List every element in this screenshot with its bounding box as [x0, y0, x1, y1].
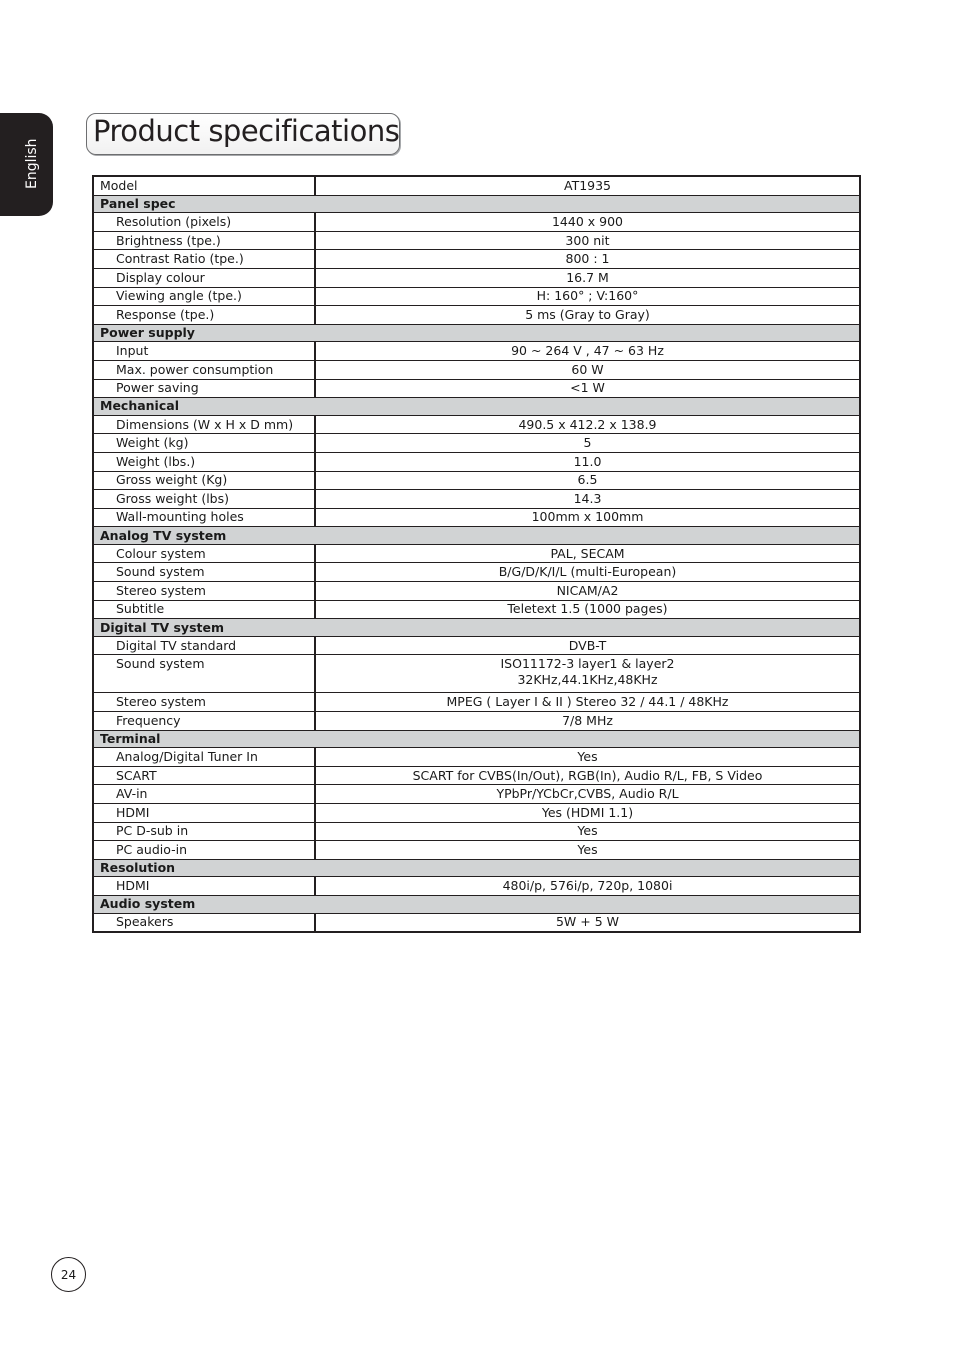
spec-value: PAL, SECAM — [315, 544, 860, 563]
spec-row — [93, 250, 860, 269]
spec-label: Input — [93, 342, 315, 361]
spec-value: DVB-T — [315, 636, 860, 655]
spec-label: HDMI — [93, 804, 315, 823]
spec-label: Gross weight (lbs) — [93, 490, 315, 509]
spec-label: Digital TV standard — [93, 636, 315, 655]
page-title: Product specifications — [93, 114, 400, 148]
spec-value: 6.5 — [315, 471, 860, 490]
section-title: Mechanical — [93, 398, 860, 416]
spec-value: 1440 x 900 — [315, 213, 860, 232]
spec-value: 5W + 5 W — [315, 913, 860, 932]
spec-row — [93, 360, 860, 379]
spec-row — [93, 766, 860, 785]
spec-row — [93, 655, 860, 693]
spec-label: Brightness (tpe.) — [93, 231, 315, 250]
section-title: Audio system — [93, 895, 860, 913]
spec-value: 90 ~ 264 V , 47 ~ 63 Hz — [315, 342, 860, 361]
spec-label: Wall-mounting holes — [93, 508, 315, 527]
spec-value: 490.5 x 412.2 x 138.9 — [315, 415, 860, 434]
spec-row — [93, 306, 860, 325]
spec-label: Stereo system — [93, 582, 315, 601]
spec-value: 7/8 MHz — [315, 712, 860, 731]
spec-value: YPbPr/YCbCr,CVBS, Audio R/L — [315, 785, 860, 804]
spec-value: 14.3 — [315, 490, 860, 509]
section-header-row — [93, 859, 860, 877]
spec-row — [93, 287, 860, 306]
spec-value: 11.0 — [315, 452, 860, 471]
spec-label: Subtitle — [93, 600, 315, 619]
spec-label: Dimensions (W x H x D mm) — [93, 415, 315, 434]
spec-row — [93, 913, 860, 932]
section-header-row — [93, 527, 860, 545]
page-number: 24 — [51, 1257, 86, 1292]
spec-label: Weight (lbs.) — [93, 452, 315, 471]
spec-label: Weight (kg) — [93, 434, 315, 453]
language-tab-label: English — [24, 138, 40, 189]
spec-row — [93, 877, 860, 896]
spec-value-line: ISO11172-3 layer1 & layer2 — [500, 656, 675, 672]
section-header-row — [93, 619, 860, 637]
spec-label: Gross weight (Kg) — [93, 471, 315, 490]
spec-label: Sound system — [93, 563, 315, 582]
spec-row — [93, 379, 860, 398]
spec-value: SCART for CVBS(In/Out), RGB(In), Audio R/L, FB, S Video — [315, 766, 860, 785]
spec-label: SCART — [93, 766, 315, 785]
spec-row — [93, 508, 860, 527]
spec-label: HDMI — [93, 877, 315, 896]
spec-row — [93, 693, 860, 712]
spec-table-body — [93, 176, 860, 932]
spec-value: 480i/p, 576i/p, 720p, 1080i — [315, 877, 860, 896]
spec-label: PC D-sub in — [93, 822, 315, 841]
section-header-row — [93, 398, 860, 416]
model-value: AT1935 — [315, 176, 860, 195]
section-title: Digital TV system — [93, 619, 860, 637]
title-box — [86, 113, 400, 155]
spec-row — [93, 231, 860, 250]
spec-row — [93, 804, 860, 823]
section-title: Resolution — [93, 859, 860, 877]
spec-value: Yes (HDMI 1.1) — [315, 804, 860, 823]
spec-value: 60 W — [315, 360, 860, 379]
section-title: Analog TV system — [93, 527, 860, 545]
spec-label: Stereo system — [93, 693, 315, 712]
spec-row — [93, 748, 860, 767]
section-header-row — [93, 195, 860, 213]
section-title: Power supply — [93, 324, 860, 342]
spec-row — [93, 712, 860, 731]
spec-row — [93, 490, 860, 509]
spec-table — [92, 175, 861, 933]
spec-label: Max. power consumption — [93, 360, 315, 379]
spec-label: Resolution (pixels) — [93, 213, 315, 232]
spec-value: MPEG ( Layer I & II ) Stereo 32 / 44.1 / 48KHz — [315, 693, 860, 712]
spec-row — [93, 822, 860, 841]
section-header-row — [93, 895, 860, 913]
spec-row — [93, 452, 860, 471]
spec-row — [93, 600, 860, 619]
spec-label: Power saving — [93, 379, 315, 398]
spec-label: Sound system — [93, 655, 315, 693]
spec-label: Frequency — [93, 712, 315, 731]
model-label: Model — [93, 176, 315, 195]
spec-value: 5 ms (Gray to Gray) — [315, 306, 860, 325]
section-header-row — [93, 730, 860, 748]
spec-value: 300 nit — [315, 231, 860, 250]
spec-row — [93, 268, 860, 287]
spec-value: NICAM/A2 — [315, 582, 860, 601]
spec-row — [93, 471, 860, 490]
spec-value: 16.7 M — [315, 268, 860, 287]
spec-row — [93, 636, 860, 655]
spec-row — [93, 213, 860, 232]
spec-row — [93, 544, 860, 563]
spec-label: AV-in — [93, 785, 315, 804]
section-title: Terminal — [93, 730, 860, 748]
spec-label: Contrast Ratio (tpe.) — [93, 250, 315, 269]
spec-label: Display colour — [93, 268, 315, 287]
spec-value: <1 W — [315, 379, 860, 398]
spec-label: Analog/Digital Tuner In — [93, 748, 315, 767]
language-tab — [0, 113, 53, 216]
spec-value-line: 32KHz,44.1KHz,48KHz — [517, 672, 658, 688]
spec-row — [93, 434, 860, 453]
section-header-row — [93, 324, 860, 342]
spec-value: Teletext 1.5 (1000 pages) — [315, 600, 860, 619]
spec-row — [93, 415, 860, 434]
spec-label: Response (tpe.) — [93, 306, 315, 325]
spec-value: 100mm x 100mm — [315, 508, 860, 527]
spec-label: Speakers — [93, 913, 315, 932]
section-title: Panel spec — [93, 195, 860, 213]
spec-row — [93, 563, 860, 582]
spec-label: Viewing angle (tpe.) — [93, 287, 315, 306]
spec-label: PC audio-in — [93, 841, 315, 860]
spec-row — [93, 785, 860, 804]
spec-row — [93, 342, 860, 361]
spec-value: H: 160° ; V:160° — [315, 287, 860, 306]
spec-value — [315, 655, 860, 693]
spec-value: Yes — [315, 748, 860, 767]
spec-row — [93, 841, 860, 860]
model-row — [93, 176, 860, 195]
spec-value: Yes — [315, 822, 860, 841]
spec-row — [93, 582, 860, 601]
spec-value: B/G/D/K/I/L (multi-European) — [315, 563, 860, 582]
spec-value: 800 : 1 — [315, 250, 860, 269]
spec-value: Yes — [315, 841, 860, 860]
spec-label: Colour system — [93, 544, 315, 563]
spec-value: 5 — [315, 434, 860, 453]
